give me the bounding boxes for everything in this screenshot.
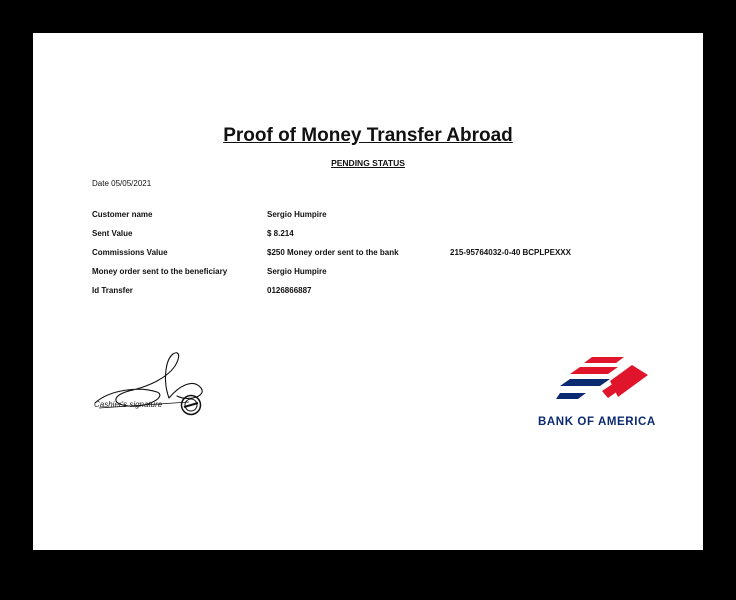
field-value: $ 8.214 — [267, 229, 294, 238]
field-label: Customer name — [92, 210, 153, 219]
field-value: $250 Money order sent to the bank — [267, 248, 399, 257]
field-value: Sergio Humpire — [267, 267, 327, 276]
document-title: Proof of Money Transfer Abroad — [223, 125, 513, 146]
field-label: Sent Value — [92, 229, 133, 238]
document-date: Date 05/05/2021 — [92, 179, 152, 188]
seal-icon — [180, 394, 202, 416]
field-label: Money order sent to the beneficiary — [92, 267, 228, 276]
bank-of-america-flag-icon — [556, 351, 656, 407]
document-page — [33, 33, 703, 550]
status-heading: PENDING STATUS — [331, 158, 405, 168]
field-label: Id Transfer — [92, 286, 133, 295]
signature-label: Cashier's signature — [94, 400, 163, 409]
bank-name: BANK OF AMERICA — [538, 416, 656, 428]
field-value: 0126866887 — [267, 286, 312, 295]
field-label: Commissions Value — [92, 248, 168, 257]
field-value: Sergio Humpire — [267, 210, 327, 219]
bank-account-value: 215-95764032-0-40 BCPLPEXXX — [450, 248, 571, 257]
